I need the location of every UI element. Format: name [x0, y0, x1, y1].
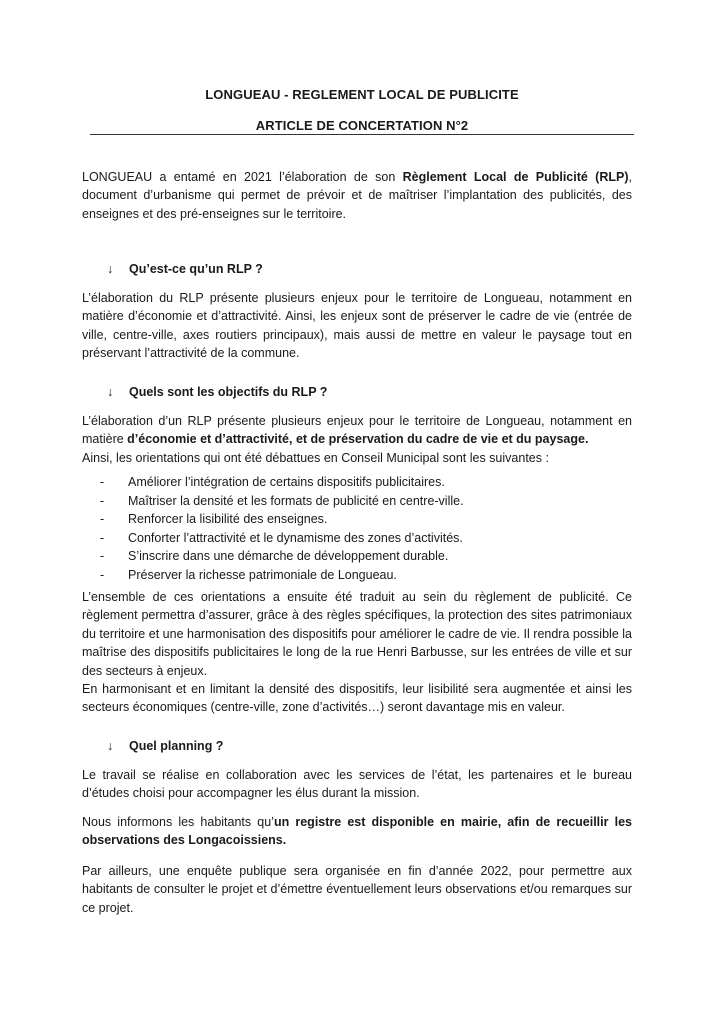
- section3-paragraph-3: Par ailleurs, une enquête publique sera organisée en fin d’année 2022, pour permettre aux habitants de consulter le projet et d’émettre éventuellement leurs observations et/ou remarques sur ce projet.: [82, 864, 632, 915]
- intro-bold-term: Règlement Local de Publicité (RLP): [402, 170, 629, 184]
- section3-paragraph-2: Nous informons les habitants qu’un registre est disponible en mairie, afin de recueillir les observations des Longacoissiens.: [82, 815, 632, 848]
- list-item: - S’inscrire dans une démarche de développement durable.: [100, 549, 449, 564]
- list-item: - Conforter l’attractivité et le dynamisme des zones d’activités.: [100, 530, 463, 545]
- list-item: - Améliorer l’intégration de certains dispositifs publicitaires.: [100, 475, 445, 489]
- section3-paragraph-1: Le travail se réalise en collaboration avec les services de l’état, les partenaires et le bureau d’études choisi pour accompagner les élus durant la mission.: [82, 768, 632, 801]
- document-title: LONGUEAU - REGLEMENT LOCAL DE PUBLICITE: [205, 87, 519, 102]
- list-item: - Maîtriser la densité et les formats de publicité en centre-ville.: [100, 493, 464, 508]
- section-heading-what-is-rlp: ↓ Qu’est-ce qu’un RLP ?: [107, 262, 263, 276]
- section2-paragraph: L’élaboration d’un RLP présente plusieurs enjeux pour le territoire de Longueau, notamment en matière d’économie et d’attractivité, et de préservation du cadre de vie et du paysage. Ainsi, les orientations qui ont été débattues en Conseil Municipal sont les suivantes :: [82, 414, 632, 465]
- title-divider: [90, 134, 634, 135]
- objectives-list: [100, 473, 464, 585]
- intro-paragraph: LONGUEAU a entamé en 2021 l’élaboration de son Règlement Local de Publicité (RLP), document d’urbanisme qui permet de prévoir et de maîtriser l’implantation des publicités, des enseignes et des pré-enseignes sur le territoire.: [82, 170, 632, 221]
- document-subtitle: ARTICLE DE CONCERTATION N°2: [255, 118, 469, 133]
- down-arrow-icon: ↓: [107, 385, 114, 399]
- section2-conclusion: L’ensemble de ces orientations a ensuite été traduit au sein du règlement de publicité. Ce règlement permettra d’assurer, grâce à des règles spécifiques, la protection des sites patrimoniaux du territoire et une harmonisation des dispositifs pour améliorer le cadre de vie. Il rendra possible la maîtrise des dispositifs publicitaires le long de la rue Henri Barbusse, sur les entrées de ville et sur des secteurs à enjeux. En harmonisant et en limitant la densité des dispositifs, leur lisibilité sera augmentée et ainsi les secteurs économiques (centre-ville, zone d’activités…) seront davantage mis en valeur.: [82, 590, 632, 715]
- list-item: - Renforcer la lisibilité des enseignes.: [100, 512, 328, 527]
- down-arrow-icon: ↓: [107, 739, 114, 753]
- section-heading-objectives: ↓ Quels sont les objectifs du RLP ?: [107, 385, 328, 399]
- down-arrow-icon: ↓: [107, 262, 114, 276]
- section1-paragraph: L’élaboration du RLP présente plusieurs enjeux pour le territoire de Longueau, notamment en matière d’économie et d’attractivité. Ainsi, les enjeux sont de préserver le cadre de vie (entrée de ville, centre-ville, axes routiers principaux), mais aussi de mettre en valeur le paysage tout en préservant l’attractivité de la commune.: [82, 291, 632, 361]
- list-item: - Préserver la richesse patrimoniale de Longueau.: [100, 567, 397, 582]
- section-heading-planning: ↓ Quel planning ?: [107, 739, 224, 753]
